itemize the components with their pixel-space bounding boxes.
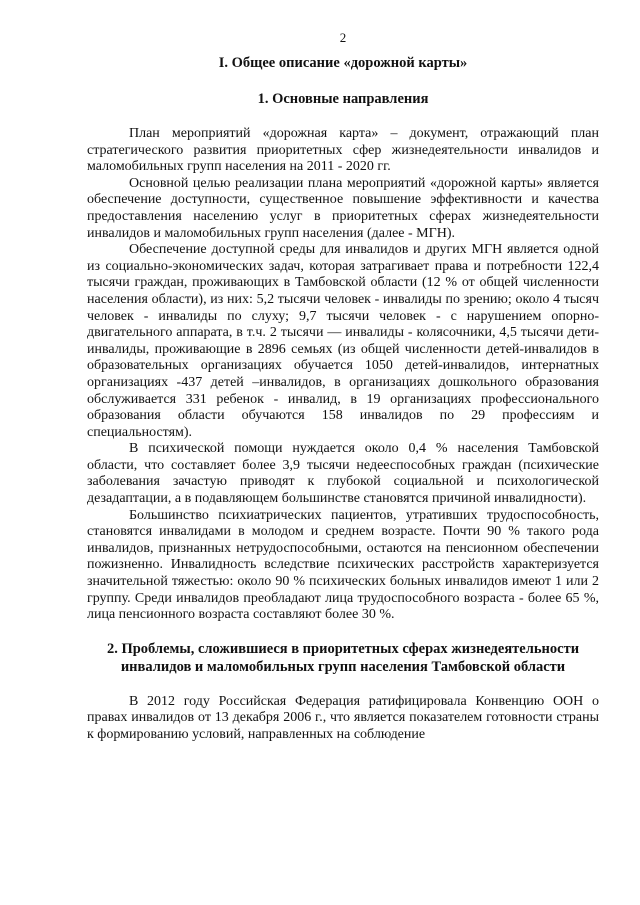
section-1-paragraph-2: Основной целью реализации плана мероприятий «дорожной карты» является обеспечение доступности, существенное повышение эффективности и качества предоставления населению услуг в приоритетных сферах жизнедеятельности инвалидов и маломобильных групп населения (далее - МГН). xyxy=(87,175,599,241)
section-2-paragraph-1: В 2012 году Российская Федерация ратифицировала Конвенцию ООН о правах инвалидов от 13 декабря 2006 г., что является показателем готовности страны к формированию условий, направленных на соблюдение xyxy=(87,693,599,742)
section-1-paragraph-1: План мероприятий «дорожная карта» – документ, отражающий план стратегического развития приоритетных сфер жизнедеятельности инвалидов и маломобильных групп населения на 2011 - 2020 гг. xyxy=(87,126,599,175)
main-heading: I. Общее описание «дорожной карты» xyxy=(218,55,468,71)
section-2-title: 2. Проблемы, сложившиеся в приоритетных сферах жизнедеятельности инвалидов и маломобильных групп населения Тамбовской области xyxy=(106,640,580,675)
section-1-paragraph-4: В психической помощи нуждается около 0,4 % населения Тамбовской области, что составляет более 3,9 тысячи недееспособных граждан (психические заболевания зачастую приводят к глубокой социальной и психологической дезадаптации, а в подавляющем большинстве становятся причиной инвалидности). xyxy=(87,441,599,507)
section-1-paragraph-5: Большинство психиатрических пациентов, утративших трудоспособность, становятся инвалидами в молодом и среднем возрасте. Почти 90 % такого рода инвалидов, признанных нетрудоспособными, остаются на пенсионном обеспечении пожизненно. Инвалидность вследствие психических расстройств характеризуется значительной тяжестью: около 90 % психических больных инвалидов имеют 1 или 2 группу. Среди инвалидов преобладают лица трудоспособного возраста - более 65 %, лица пенсионного возраста составляют более 30 %. xyxy=(87,507,599,623)
section-1-paragraph-3: Обеспечение доступной среды для инвалидов и других МГН является одной из социально-экономических задач, которая затрагивает права и потребности 122,4 тысячи граждан, проживающих в Тамбовской области (12 % от общей численности населения области), из них: 5,2 тысячи человек - инвалиды по зрению; около 4 тысяч человек - инвалиды по слуху; 9,7 тысячи человек - с нарушением опорно-двигательного аппарата, в т.ч. 2 тысячи — инвалиды - колясочники, 4,5 тысячи дети- инвалиды, проживающие в 2896 семьях (из общей численности детей-инвалидов в образовательных организациях обучается 1050 детей-инвалидов, интернатных организациях -437 детей –инвалидов, в организациях дошкольного образования обслуживается 331 ребенок - инвалид, в 19 организациях профессионального образования области обучаются 158 инвалидов по 29 профессиям и специальностям). xyxy=(87,242,599,440)
document-page xyxy=(87,30,599,744)
page-number: 2 xyxy=(339,30,347,45)
section-1-title: 1. Основные направления xyxy=(257,91,429,107)
